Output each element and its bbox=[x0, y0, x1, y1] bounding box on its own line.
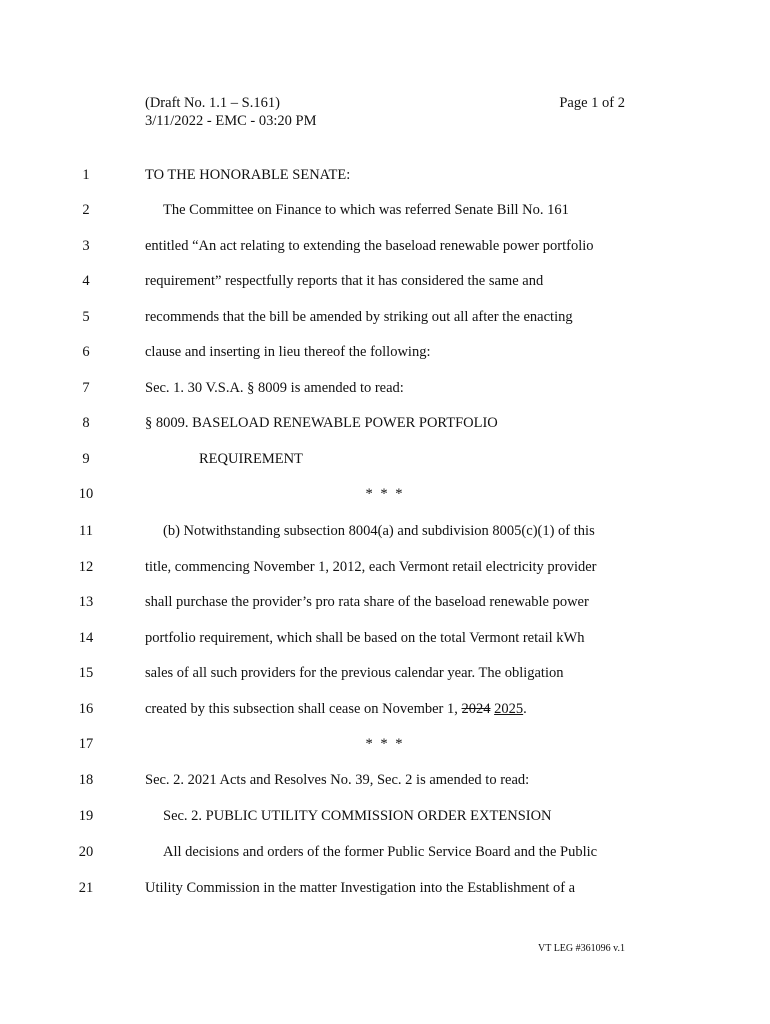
document-line bbox=[0, 341, 770, 363]
line-text: portfolio requirement, which shall be based on the total Vermont retail kWh bbox=[145, 630, 585, 646]
line-text: (b) Notwithstanding subsection 8004(a) and subdivision 8005(c)(1) of this bbox=[163, 523, 595, 539]
line-number: 5 bbox=[82, 309, 90, 325]
line-text bbox=[145, 698, 527, 720]
line-number: 21 bbox=[78, 880, 94, 896]
line-number: 18 bbox=[78, 772, 94, 788]
document-line bbox=[0, 627, 770, 649]
line-text: clause and inserting in lieu thereof the following: bbox=[145, 344, 431, 360]
line-number: 2 bbox=[82, 202, 90, 218]
inserted-text: 2025 bbox=[494, 701, 524, 717]
line-number: 4 bbox=[82, 273, 90, 289]
line-number: 14 bbox=[78, 630, 94, 646]
section-separator: * * * bbox=[365, 486, 405, 502]
section-separator: * * * bbox=[365, 736, 405, 752]
line-text: REQUIREMENT bbox=[199, 451, 303, 467]
document-line bbox=[0, 733, 770, 755]
line-text: sales of all such providers for the previous calendar year. The obligation bbox=[145, 665, 564, 681]
document-line bbox=[0, 483, 770, 505]
line-number: 7 bbox=[82, 380, 90, 396]
line-number: 13 bbox=[78, 594, 94, 610]
line-number: 10 bbox=[78, 486, 94, 502]
line-text: requirement” respectfully reports that it has considered the same and bbox=[145, 273, 544, 289]
line-number: 16 bbox=[78, 701, 94, 717]
line-number: 12 bbox=[78, 559, 94, 575]
document-line bbox=[0, 769, 770, 791]
line-text-main: created by this subsection shall cease on November 1, bbox=[145, 701, 462, 717]
line-number: 8 bbox=[82, 415, 90, 431]
line-text: Sec. 2. PUBLIC UTILITY COMMISSION ORDER EXTENSION bbox=[163, 808, 552, 824]
line-text: TO THE HONORABLE SENATE: bbox=[145, 167, 351, 183]
line-number: 20 bbox=[78, 844, 94, 860]
line-text: recommends that the bill be amended by striking out all after the enacting bbox=[145, 309, 573, 325]
line-number: 6 bbox=[82, 344, 90, 360]
line-number: 1 bbox=[82, 167, 90, 183]
line-text: Sec. 1. 30 V.S.A. § 8009 is amended to read: bbox=[145, 380, 404, 396]
line-text: Utility Commission in the matter Investigation into the Establishment of a bbox=[145, 880, 576, 896]
document-line bbox=[0, 591, 770, 613]
document-line bbox=[0, 520, 770, 542]
header-left bbox=[145, 94, 316, 130]
document-line bbox=[0, 164, 770, 186]
document-line bbox=[0, 412, 770, 434]
document-line bbox=[0, 377, 770, 399]
document-line bbox=[0, 270, 770, 292]
document-line bbox=[0, 556, 770, 578]
draft-date: 3/11/2022 - EMC - 03:20 PM bbox=[145, 113, 317, 129]
line-text: § 8009. BASELOAD RENEWABLE POWER PORTFOLIO bbox=[145, 415, 498, 431]
line-text: The Committee on Finance to which was referred Senate Bill No. 161 bbox=[163, 202, 569, 218]
document-line bbox=[0, 877, 770, 899]
footer-doc-id: VT LEG #361096 v.1 bbox=[538, 943, 625, 954]
document-line bbox=[0, 235, 770, 257]
line-number: 15 bbox=[78, 665, 94, 681]
line-number: 17 bbox=[78, 736, 94, 752]
line-text: Sec. 2. 2021 Acts and Resolves No. 39, Sec. 2 is amended to read: bbox=[145, 772, 530, 788]
line-text: shall purchase the provider’s pro rata share of the baseload renewable power bbox=[145, 594, 589, 610]
line-number: 11 bbox=[79, 523, 93, 539]
line-text: title, commencing November 1, 2012, each Vermont retail electricity provider bbox=[145, 559, 597, 575]
document-line bbox=[0, 698, 770, 720]
deleted-text: 2024 bbox=[461, 701, 491, 717]
document-line bbox=[0, 841, 770, 863]
line-text: All decisions and orders of the former Public Service Board and the Public bbox=[163, 844, 598, 860]
line-text: entitled “An act relating to extending the baseload renewable power portfolio bbox=[145, 238, 594, 254]
page-number: Page 1 of 2 bbox=[559, 95, 625, 111]
draft-label: (Draft No. 1.1 – S.161) bbox=[145, 95, 280, 111]
document-line bbox=[0, 306, 770, 328]
line-number: 19 bbox=[78, 808, 94, 824]
line-text-end: . bbox=[523, 701, 527, 717]
document-line bbox=[0, 448, 770, 470]
line-number: 9 bbox=[82, 451, 90, 467]
document-line bbox=[0, 805, 770, 827]
document-line bbox=[0, 199, 770, 221]
line-number: 3 bbox=[82, 238, 90, 254]
document-line bbox=[0, 662, 770, 684]
